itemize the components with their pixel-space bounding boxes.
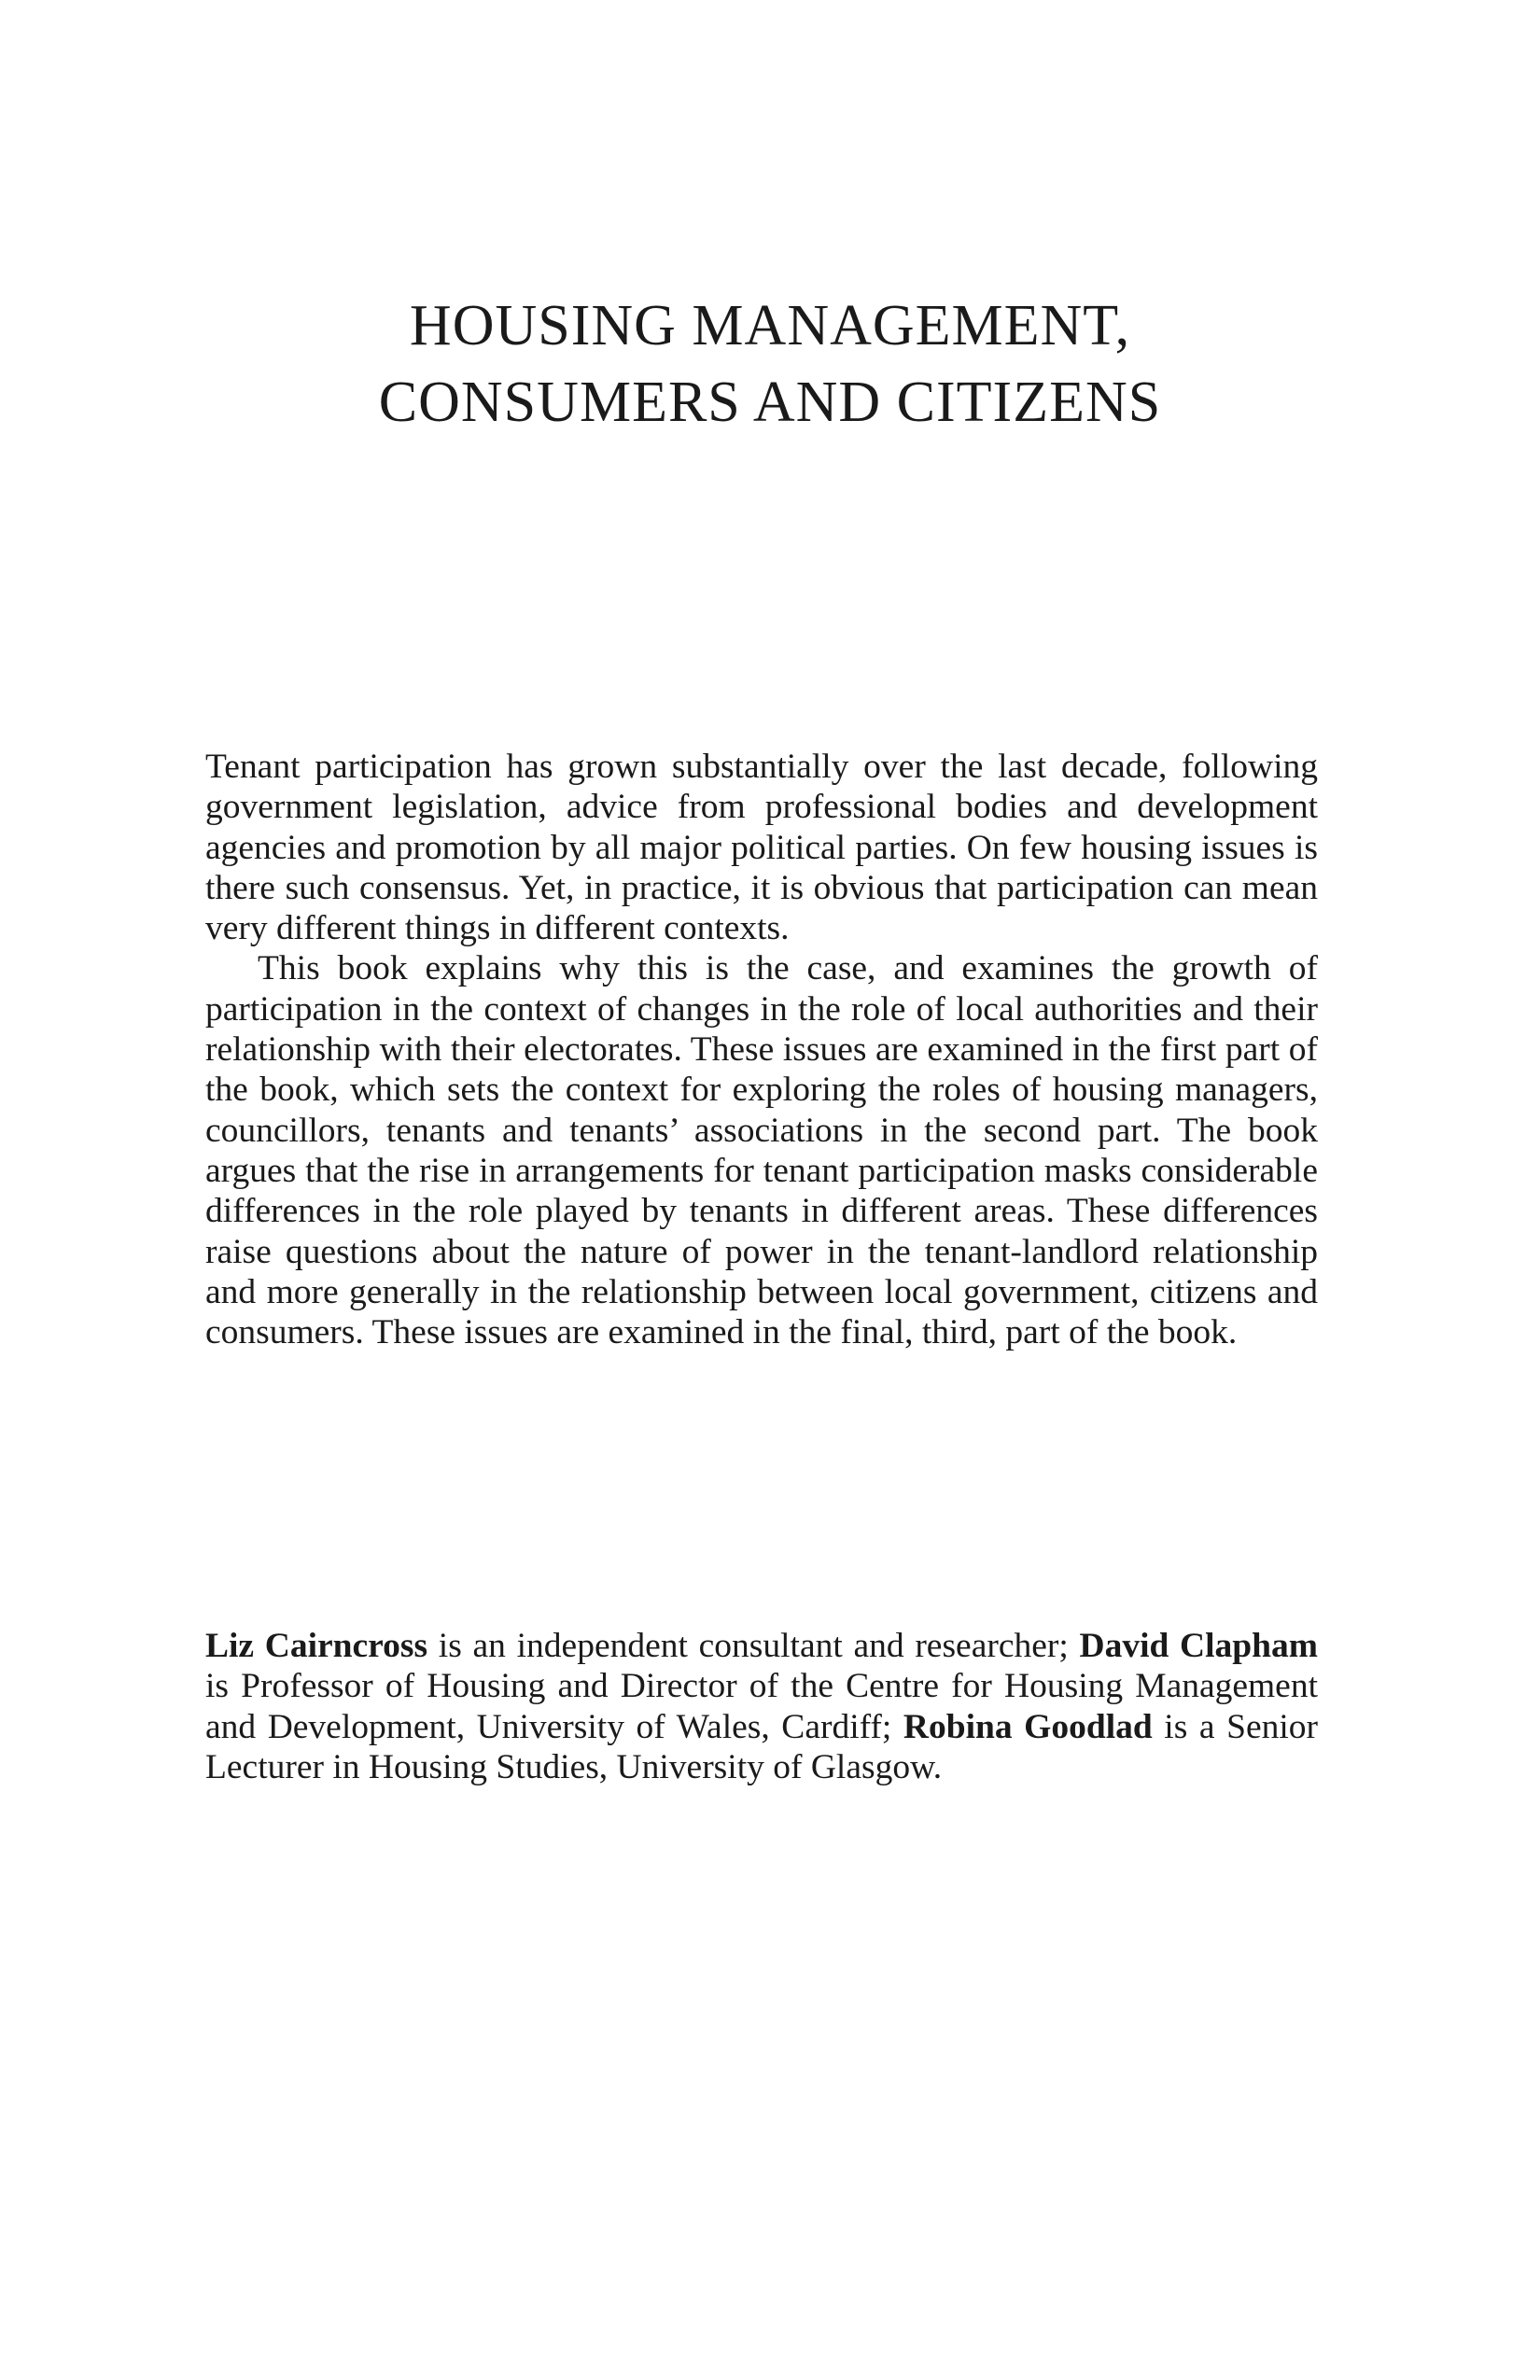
author-bio-cairncross: is an independent consultant and researcher; [427,1627,1080,1665]
book-title-line-1: HOUSING MANAGEMENT, [409,294,1131,357]
author-name-cairncross: Liz Cairncross [205,1627,428,1665]
book-title-line-2: CONSUMERS AND CITIZENS [378,371,1162,434]
author-bio-clapham: is Professor of Housing and Director of the Centre for Housing Management and Development, University of Wales, Cardiff; [205,1667,1318,1746]
author-bio-goodlad: is a Senior Lecturer in Housing Studies, University of Glasgow. [205,1707,1318,1786]
blurb-paragraph-1: Tenant participation has grown substantially over the last decade, following government legislation, advice from professional bodies and development agencies and promotion by all major political parties. On few housing issues is there such consensus. Yet, in practice, it is obvious that participation can mean very different things in different contexts. [205,748,1318,948]
blurb-paragraph-2: This book explains why this is the case, and examines the growth of participation in the context of changes in the role of local authorities and their relationship with their electorates. These issues are examined in the first part of the book, which sets the context for exploring the roles of housing managers, councillors, tenants and tenants’ associations in the second part. The book argues that the rise in arrangements for tenant participation masks considerable differences in the role played by tenants in different areas. These differences raise questions about the nature of power in the tenant-landlord relationship and more generally in the relationship between local government, citizens and consumers. These issues are examined in the final, third, part of the book. [205,949,1318,1352]
author-bios [205,1626,1318,1787]
book-title [205,287,1335,441]
author-name-clapham: David Clapham [1079,1627,1319,1665]
book-blurb [205,747,1318,1352]
author-name-goodlad: Robina Goodlad [903,1707,1153,1746]
